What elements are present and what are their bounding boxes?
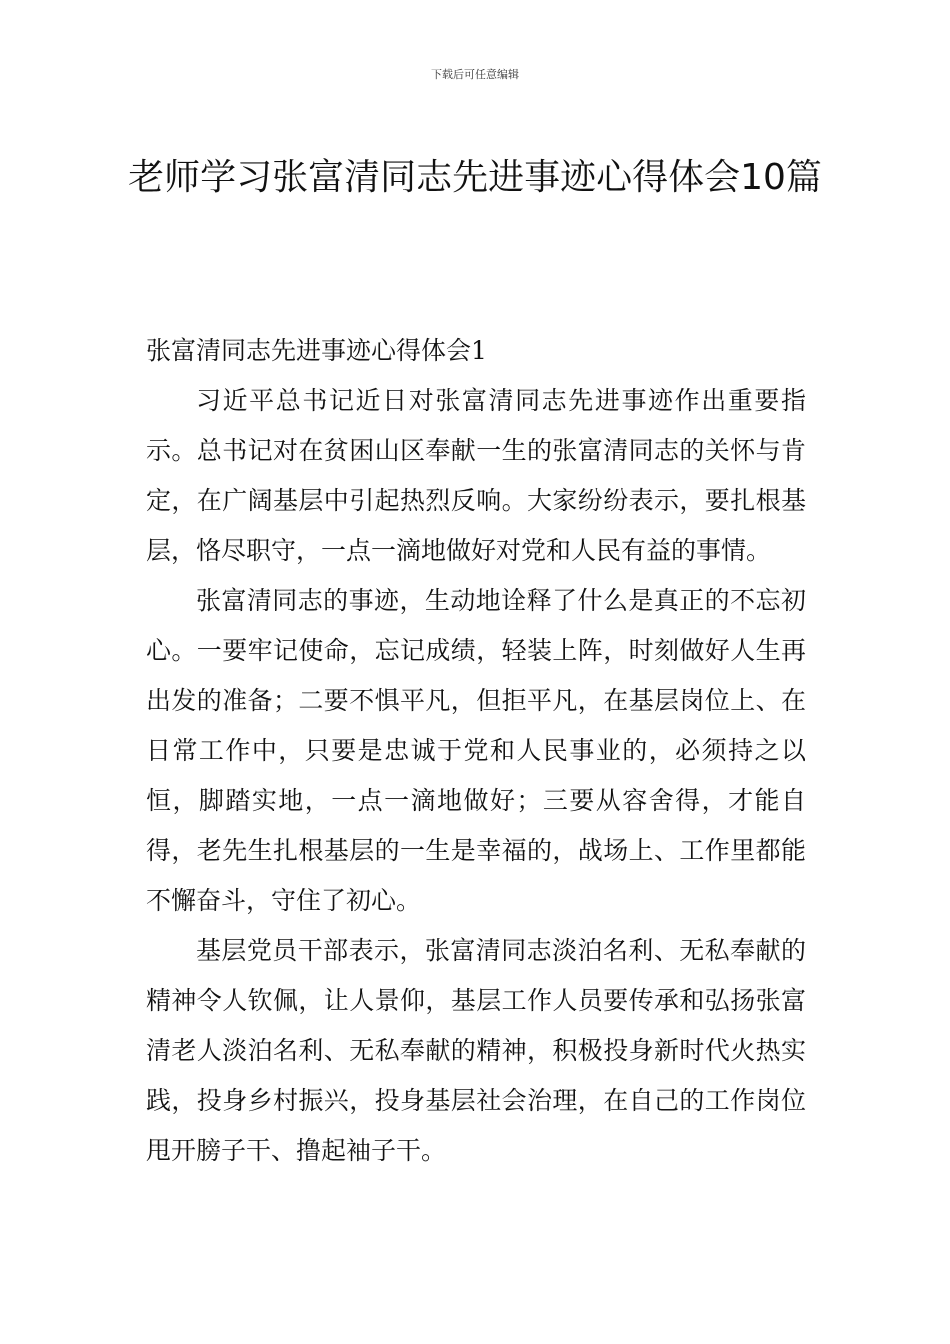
header-note: 下载后可任意编辑 [431,68,519,81]
document-body [146,326,806,1176]
section-title: 张富清同志先进事迹心得体会1 [146,336,487,365]
paragraph-2: 张富清同志的事迹，生动地诠释了什么是真正的不忘初心。一要牢记使命，忘记成绩，轻装上阵，时刻做好人生再出发的准备；二要不惧平凡，但拒平凡，在基层岗位上、在日常工作中，只要是忠诚于党和人民事业的，必须持之以恒，脚踏实地，一点一滴地做好；三要从容舍得，才能自得，老先生扎根基层的一生是幸福的，战场上、工作里都能不懈奋斗，守住了初心。 [146,586,806,915]
paragraph-1: 习近平总书记近日对张富清同志先进事迹作出重要指示。总书记对在贫困山区奉献一生的张富清同志的关怀与肯定，在广阔基层中引起热烈反响。大家纷纷表示，要扎根基层，恪尽职守，一点一滴地做好对党和人民有益的事情。 [146,386,806,565]
document-title: 老师学习张富清同志先进事迹心得体会10篇 [128,157,822,198]
paragraph-3: 基层党员干部表示，张富清同志淡泊名利、无私奉献的精神令人钦佩，让人景仰，基层工作人员要传承和弘扬张富清老人淡泊名利、无私奉献的精神，积极投身新时代火热实践，投身乡村振兴，投身基层社会治理，在自己的工作岗位甩开膀子干、撸起袖子干。 [146,936,806,1165]
